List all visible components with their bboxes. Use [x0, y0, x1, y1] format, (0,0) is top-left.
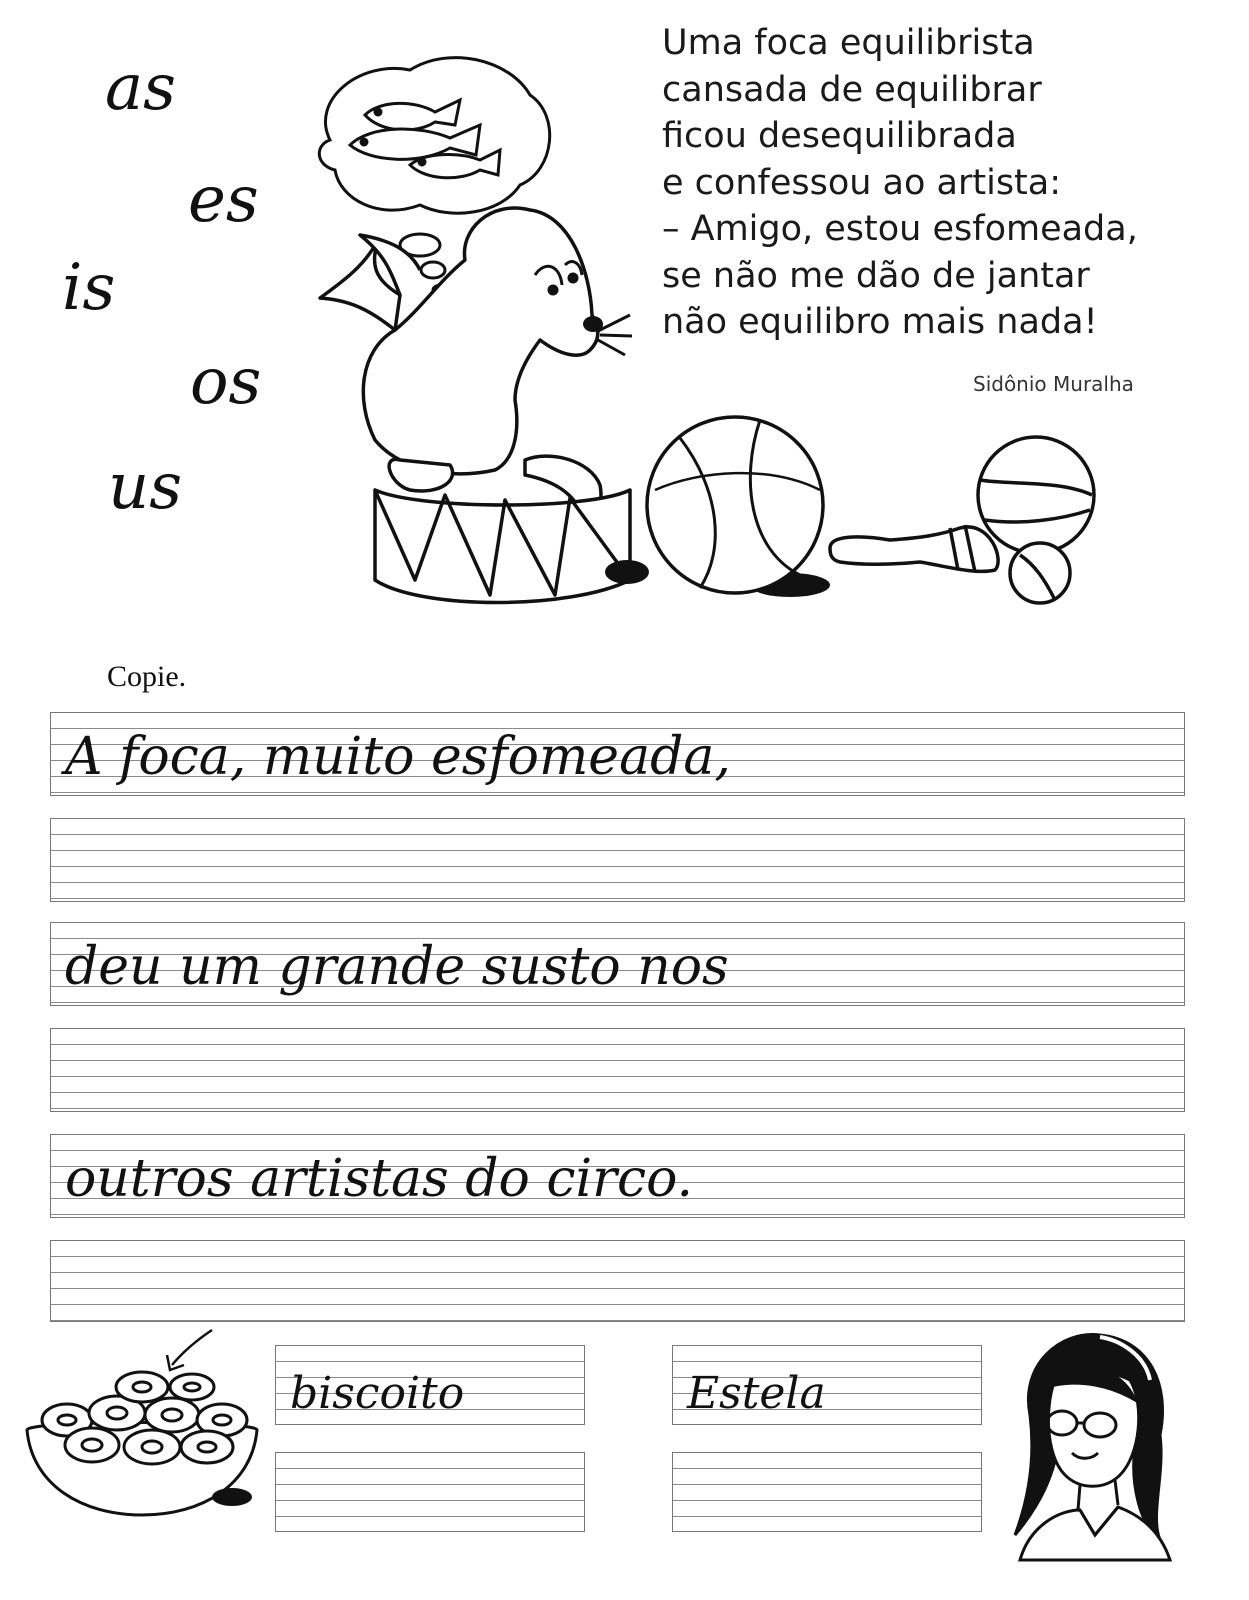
word-line-biscoito	[275, 1345, 585, 1425]
biscuit-bowl	[22, 1325, 262, 1525]
girl-illustration	[1000, 1325, 1180, 1565]
beach-ball	[640, 410, 840, 610]
syllable-os: os	[190, 345, 262, 419]
poem-line: ficou desequilibrada	[662, 116, 1017, 156]
writing-line-blank[interactable]	[50, 1028, 1185, 1112]
model-sentence: outros artistas do circo.	[65, 1149, 694, 1209]
poem-line: não equilibro mais nada!	[662, 302, 1098, 342]
poem-line: se não me dão de jantar	[662, 255, 1090, 296]
writing-line-blank[interactable]	[50, 1240, 1185, 1322]
poem-author: Sidônio Muralha	[973, 372, 1134, 396]
model-word: Estela	[687, 1368, 826, 1419]
writing-line-model-3	[50, 1134, 1185, 1218]
model-sentence: deu um grande susto nos	[65, 937, 729, 997]
model-word: biscoito	[290, 1368, 465, 1419]
poem-line: Uma foca equilibrista	[662, 23, 1035, 63]
word-line-blank[interactable]	[672, 1452, 982, 1532]
syllable-es: es	[188, 163, 259, 237]
syllable-as: as	[105, 51, 176, 125]
writing-line-blank[interactable]	[50, 818, 1185, 902]
writing-line-model-2	[50, 922, 1185, 1006]
juggling-pin	[830, 440, 1100, 620]
poem	[662, 20, 1222, 346]
syllable-us: us	[108, 450, 183, 524]
syllable-is: is	[62, 251, 116, 325]
seal-illustration	[300, 40, 660, 620]
poem-line: e confessou ao artista:	[662, 162, 1062, 203]
instruction-label: Copie.	[107, 660, 187, 693]
word-line-blank[interactable]	[275, 1452, 585, 1532]
poem-line: cansada de equilibrar	[662, 69, 1042, 110]
arrow-pointer	[167, 1330, 212, 1370]
model-sentence: A foca, muito esfomeada,	[65, 727, 731, 787]
word-line-estela	[672, 1345, 982, 1425]
writing-line-model-1	[50, 712, 1185, 796]
poem-line: – Amigo, estou esfomeada,	[662, 209, 1138, 249]
